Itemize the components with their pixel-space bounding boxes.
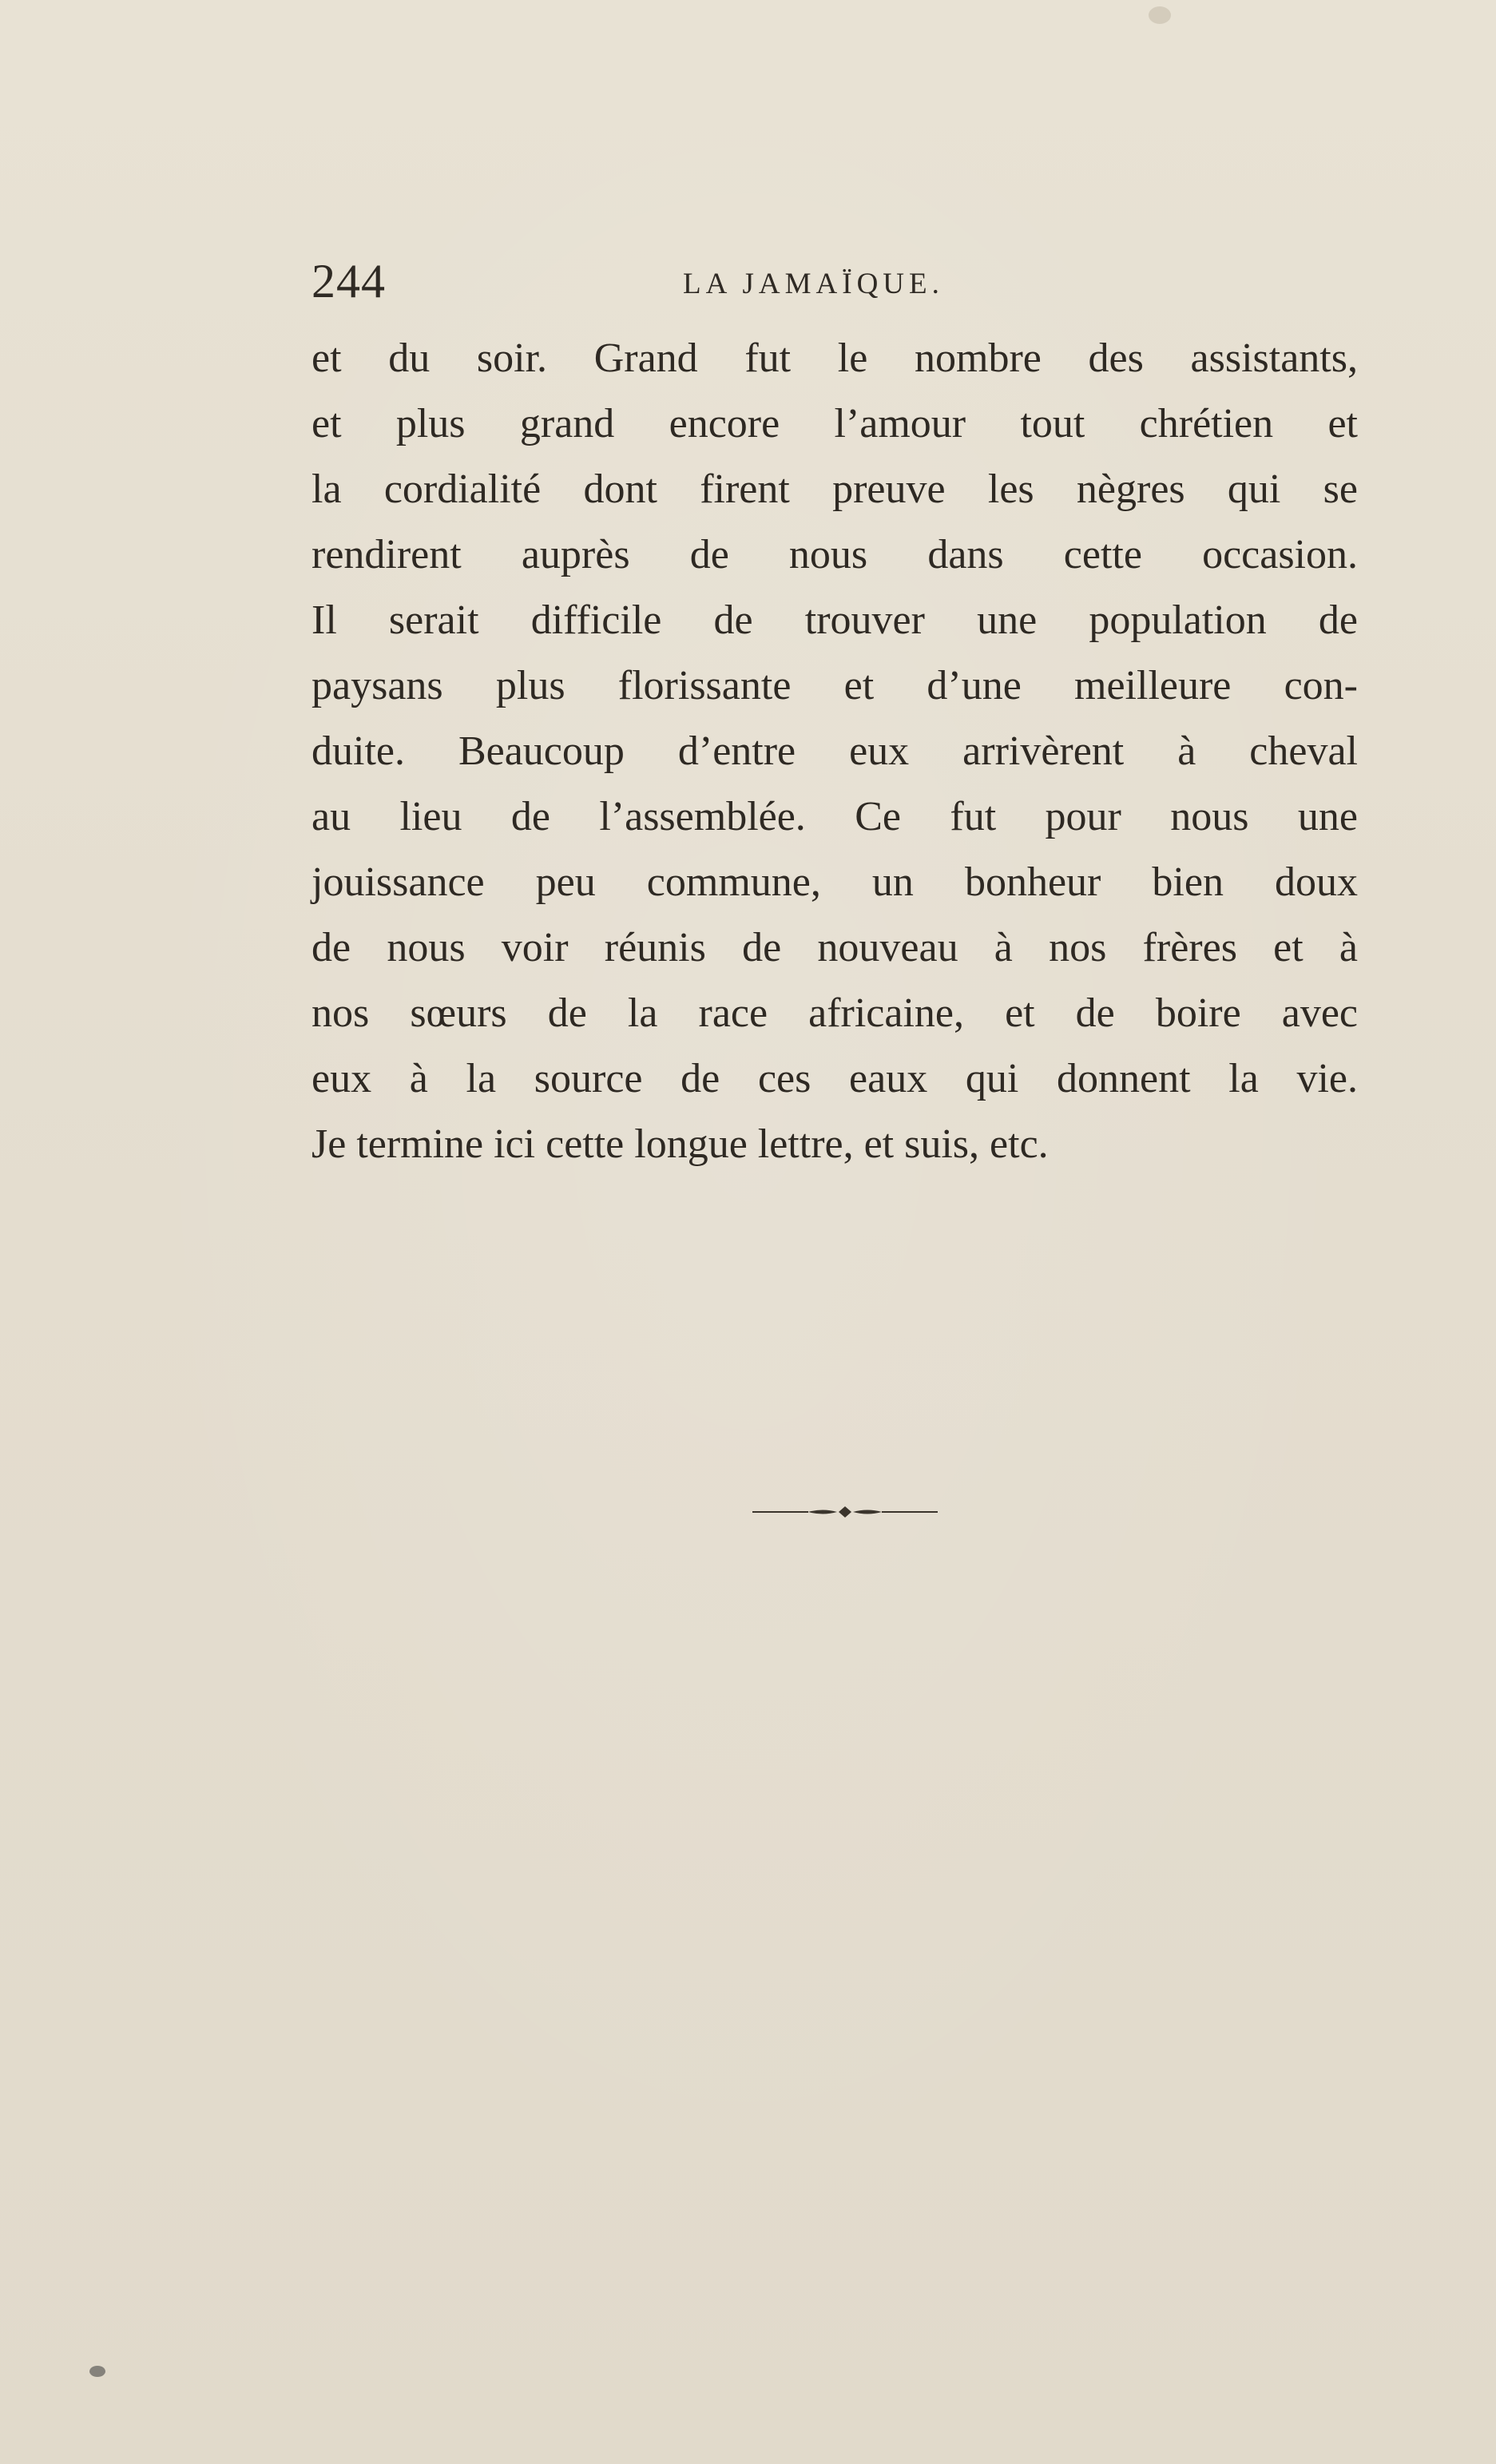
text-line: duite. Beaucoup d’entre eux arrivèrent à cheval — [312, 728, 1358, 774]
ink-smudge — [89, 2366, 105, 2377]
text-line: au lieu de l’assemblée. Ce fut pour nous une — [312, 794, 1358, 839]
paper-speck — [1149, 6, 1171, 24]
text-line: eux à la source de ces eaux qui donnent la vie. — [312, 1056, 1358, 1101]
ornament-divider-icon — [752, 1502, 938, 1522]
text-line: la cordialité dont firent preuve les nègres qui se — [312, 466, 1358, 512]
running-head: LA JAMAÏQUE. — [683, 268, 944, 300]
text-line: paysans plus florissante et d’une meilleure con- — [312, 663, 1358, 708]
text-line: rendirent auprès de nous dans cette occasion. — [312, 532, 1358, 577]
text-line: de nous voir réunis de nouveau à nos frères et à — [312, 925, 1358, 970]
text-line: jouissance peu commune, un bonheur bien doux — [312, 859, 1358, 905]
text-line: Je termine ici cette longue lettre, et suis, etc. — [312, 1121, 1049, 1167]
page-number: 244 — [312, 255, 386, 308]
page-header — [312, 254, 1358, 308]
text-line: et du soir. Grand fut le nombre des assistants, — [312, 335, 1358, 381]
text-line: nos sœurs de la race africaine, et de boire avec — [312, 990, 1358, 1036]
text-line: Il serait difficile de trouver une population de — [312, 597, 1358, 643]
text-line: et plus grand encore l’amour tout chrétien et — [312, 401, 1358, 446]
body-text — [312, 326, 1358, 1177]
